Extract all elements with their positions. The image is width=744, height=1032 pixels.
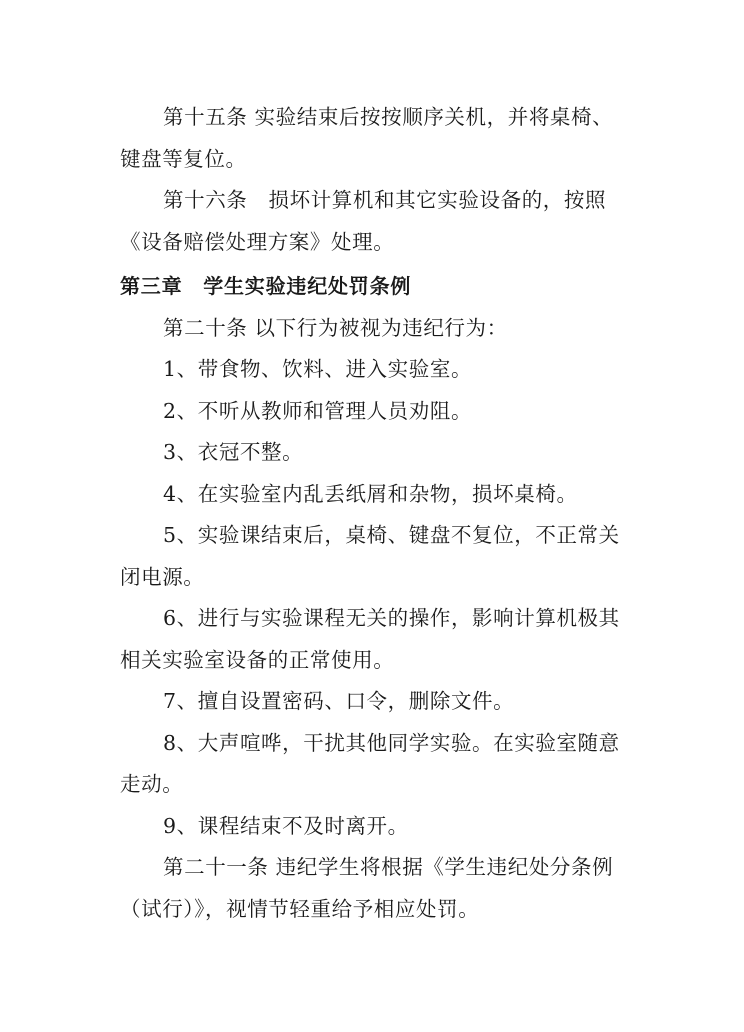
article-21-line-2: （试行）》，视情节轻重给予相应处罚。 bbox=[120, 897, 480, 921]
list-item-6-line-1: 6、进行与实验课程无关的操作，影响计算机极其 bbox=[163, 606, 620, 630]
list-item-5-line-2: 闭电源。 bbox=[120, 565, 205, 589]
article-20-intro: 第二十条 以下行为被视为违纪行为： bbox=[163, 316, 508, 340]
chapter-heading: 第三章 学生实验违纪处罚条例 bbox=[120, 274, 412, 298]
list-item-8-line-2: 走动。 bbox=[120, 772, 184, 796]
list-item-6-line-2: 相关实验室设备的正常使用。 bbox=[120, 648, 395, 672]
list-item-1: 1、带食物、饮料、进入实验室。 bbox=[163, 357, 473, 381]
list-item-9: 9、课程结束不及时离开。 bbox=[163, 814, 409, 838]
list-item-3: 3、衣冠不整。 bbox=[163, 440, 304, 464]
article-16-line-1: 第十六条 损坏计算机和其它实验设备的，按照 bbox=[163, 188, 607, 212]
list-item-5-line-1: 5、实验课结束后，桌椅、键盘不复位，不正常关 bbox=[163, 523, 620, 547]
article-15-line-1: 第十五条 实验结束后按按顺序关机，并将桌椅、 bbox=[163, 105, 614, 129]
article-15-line-2: 键盘等复位。 bbox=[120, 147, 247, 171]
list-item-2: 2、不听从教师和管理人员劝阻。 bbox=[163, 399, 473, 423]
article-16-line-2: 《设备赔偿处理方案》处理。 bbox=[120, 230, 395, 254]
article-21-line-1: 第二十一条 违纪学生将根据《学生违纪处分条例 bbox=[163, 855, 614, 879]
list-item-4: 4、在实验室内乱丢纸屑和杂物，损坏桌椅。 bbox=[163, 482, 578, 506]
list-item-8-line-1: 8、大声喧哗，干扰其他同学实验。在实验室随意 bbox=[163, 731, 620, 755]
list-item-7: 7、擅自设置密码、口令，删除文件。 bbox=[163, 689, 515, 713]
